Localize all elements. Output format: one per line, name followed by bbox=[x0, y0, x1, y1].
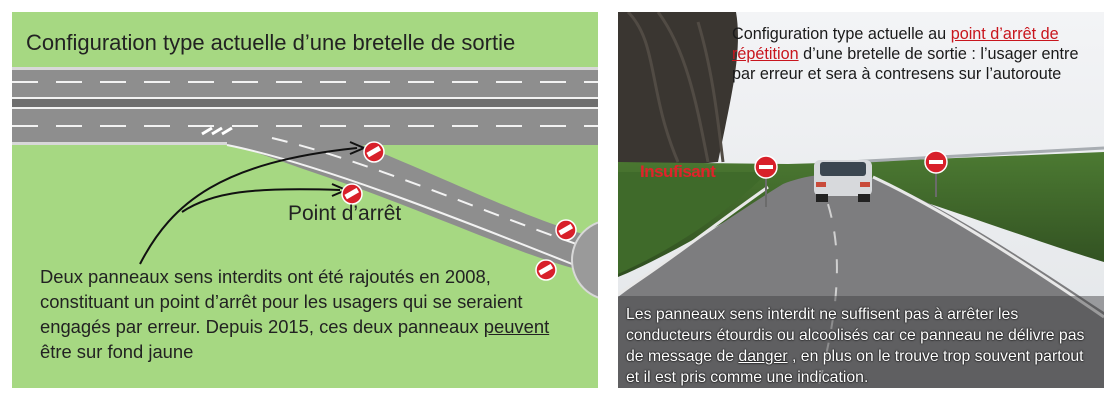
central-reservation bbox=[12, 98, 598, 108]
no-entry-sign-icon bbox=[556, 220, 576, 240]
insufficient-label: Insufisant bbox=[640, 162, 716, 181]
danger-word: danger bbox=[738, 348, 788, 365]
stop-point-label: Point d’arrêt bbox=[288, 202, 402, 225]
no-entry-sign-icon bbox=[342, 184, 362, 204]
diagram-title: Configuration type actuelle d’une bretelle de sortie bbox=[26, 30, 516, 55]
underlined-word: peuvent bbox=[483, 316, 550, 337]
photo-caption-bottom: Les panneaux sens interdit ne suffisent pas à arrêter les conducteurs étourdis ou alcoolisés car ce panneau ne délivre pas de message de danger , en plus on le trouve trop souvent partout et il est pris comme une indication. bbox=[626, 306, 1085, 386]
no-entry-sign-icon bbox=[364, 142, 384, 162]
highlighted-term: point d’arrêt de répétition bbox=[732, 25, 1059, 63]
exit-ramp-diagram bbox=[12, 12, 598, 388]
car-icon bbox=[814, 160, 872, 202]
photo-caption-top: Configuration type actuelle au point d’arrêt de répétition d’une bretelle de sortie : l’usager entre par erreur et sera à contresens sur l’autoroute bbox=[732, 25, 1079, 83]
ramp-photo bbox=[618, 12, 1104, 388]
tree-icon bbox=[618, 12, 738, 172]
diagram-explanation: Deux panneaux sens interdits ont été rajoutés en 2008, constituant un point d’arrêt pour les usagers qui se seraient engagés par erreur. Depuis 2015, ces deux panneaux peuvent être sur fond jaune bbox=[40, 266, 550, 362]
